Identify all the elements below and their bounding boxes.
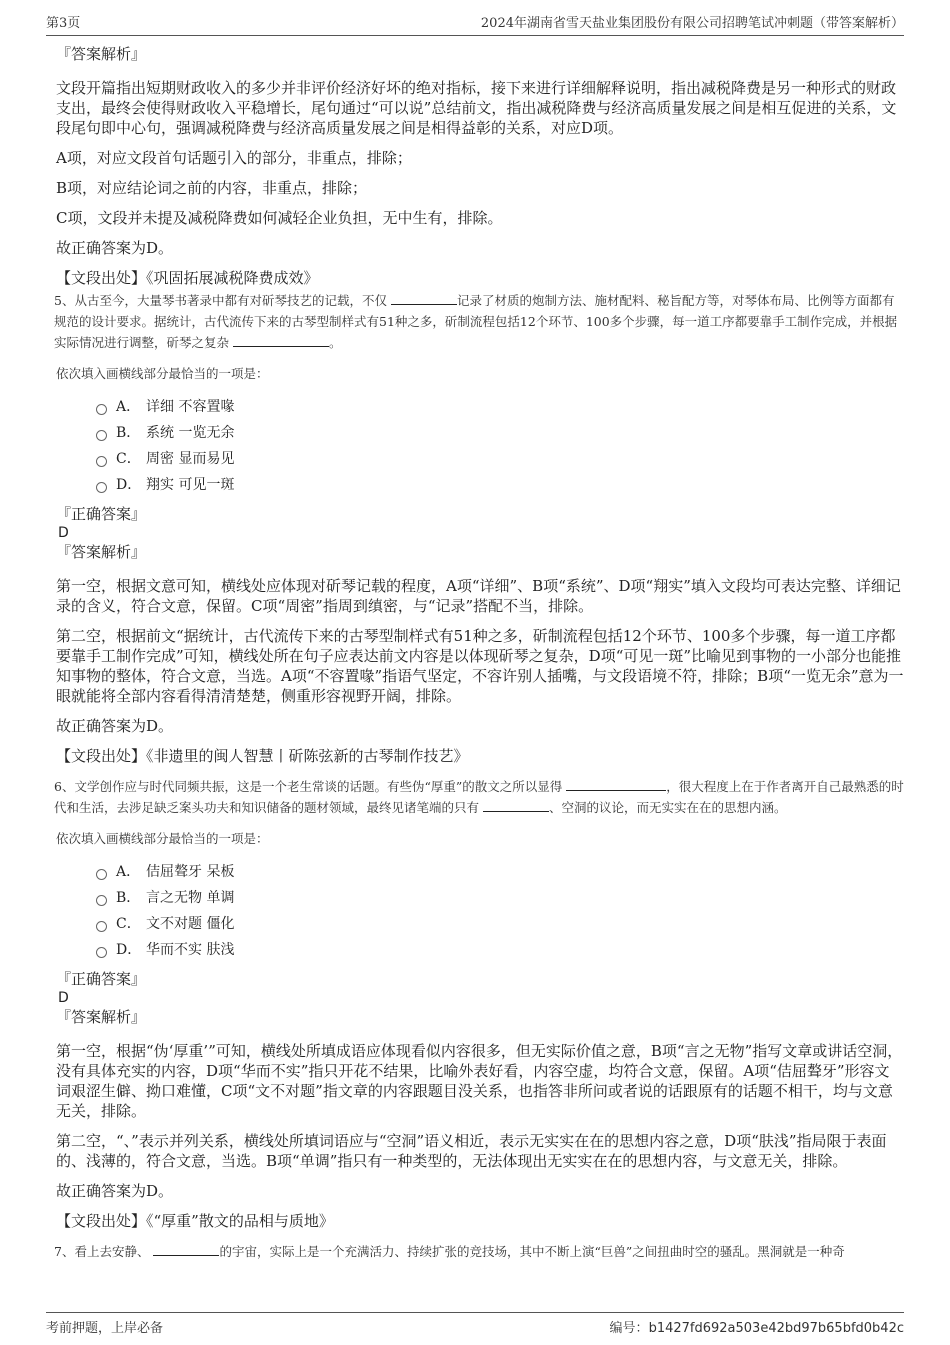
option-text: 佶屈聱牙 呆板 [146,864,235,880]
q6-source: 【文段出处】《“厚重”散文的品相与质地》 [56,1212,334,1230]
radio-icon[interactable] [96,456,107,467]
footer-slogan: 考前押题，上岸必备 [46,1321,164,1336]
q7-stem-part-a: 7、看上去安静、 [54,1244,150,1259]
q7-stem-part-b: 的宇宙，实际上是一个充满活力、持续扩张的竞技场，其中不断上演“巨兽”之间扭曲时空的骚乱。黑洞就是一种奇 [219,1244,845,1259]
q5-option-c[interactable] [96,446,904,472]
q5-option-b[interactable] [96,420,904,446]
option-letter: D． [116,477,142,493]
radio-icon[interactable] [96,895,107,906]
q4-analysis-label: 『答案解析』 [56,45,147,63]
q6-analysis-label: 『答案解析』 [56,1008,147,1026]
footer-id [610,1317,904,1336]
document-title: 2024年湖南省雪天盐业集团股份有限公司招聘笔试冲刺题（带答案解析） [480,16,904,31]
page-footer [46,1312,904,1336]
q6-stem-part-a: 6、文学创作应与时代同频共振，这是一个老生常谈的话题。有些伪“厚重”的散文之所以显得 [54,779,563,794]
q6-prompt: 依次填入画横线部分最恰当的一项是： [56,831,269,846]
option-letter: A． [116,399,141,415]
q4-analysis-p2: A项，对应文段首句话题引入的部分，非重点，排除； [56,149,412,167]
q6-options [96,859,904,963]
q5-option-a[interactable] [96,394,904,420]
q6-answer-line: 故正确答案为D。 [56,1182,174,1200]
q5-options [96,394,904,498]
q7-stem [54,1241,904,1262]
footer-id-code: b1427fd692a503e42bd97b65bfd0b42c [648,1321,904,1336]
option-letter: B． [116,890,141,906]
q7-blank-1 [153,1243,219,1256]
option-letter: C． [116,916,141,932]
q4-source: 【文段出处】《巩固拓展减税降费成效》 [56,269,319,287]
q5-analysis-p1: 第一空，根据文意可知，横线处应体现对斫琴记载的程度，A项“详细”、B项“系统”、D项“翔实”填入文段均可表达完整、详细记录的含义，符合文意，保留。C项“周密”指周到缜密，与“记录”搭配不当，排除。 [56,577,901,615]
q6-correct-answer: D [58,990,69,1006]
option-text: 华而不实 肤浅 [146,942,235,958]
radio-icon[interactable] [96,869,107,880]
page-content [56,44,904,1262]
radio-icon[interactable] [96,404,107,415]
page-number: 第3页 [46,16,81,31]
q5-source: 【文段出处】《非遗里的闽人智慧丨斫陈弦新的古琴制作技艺》 [56,747,469,765]
q5-correct-answer: D [58,525,69,541]
page-header [46,12,904,36]
q5-answer-line: 故正确答案为D。 [56,717,174,735]
option-letter: A． [116,864,141,880]
q6-blank-2 [483,799,549,812]
radio-icon[interactable] [96,947,107,958]
q6-option-c[interactable] [96,911,904,937]
q5-correct-label: 『正确答案』 [56,505,147,523]
option-text: 翔实 可见一斑 [146,477,235,493]
q6-analysis-p1: 第一空，根据“伪‘厚重’”可知，横线处所填成语应体现看似内容很多，但无实际价值之意，B项“言之无物”指写文章或讲话空洞，没有具体充实的内容，D项“华而不实”指只开花不结果，比喻外表好看，内容空虚，均符合文意，保留。A项“佶屈聱牙”形容文词艰涩生僻、拗口难懂，C项“文不对题”指文章的内容跟题目没关系，也指答非所问或者说的话跟原有的话题不相干，均与文意无关，排除。 [56,1042,903,1120]
q5-stem-part-c: 。 [329,335,342,350]
option-text: 详细 不容置喙 [146,399,235,415]
q5-stem-part-b: 记录了材质的炮制方法、施材配料、秘旨配方等，对琴体布局、比例等方面都有规范的设计要求。据统计，古代流传下来的古琴型制样式有51种之多，斫制流程包括12个环节、100多个步骤，每一道工序都要靠手工制作完成，并根据实际情况进行调整，斫琴之复杂 [54,293,898,350]
q6-stem-part-c: 、空洞的议论，而无实实在在的思想内涵。 [549,800,787,815]
q6-stem [54,776,904,818]
q4-analysis-p1: 文段开篇指出短期财政收入的多少并非评价经济好坏的绝对指标，接下来进行详细解释说明，指出减税降费是另一种形式的财政支出，最终会使得财政收入平稳增长，尾句通过“可以说”总结前文，指出减税降费与经济高质量发展之间是相互促进的关系，文段尾句即中心句，强调减税降费与经济高质量发展之间是相得益彰的关系，对应D项。 [56,79,897,137]
footer-id-label: 编号： [609,1321,649,1336]
option-text: 系统 一览无余 [146,425,235,441]
q4-answer-line: 故正确答案为D。 [56,239,174,257]
option-letter: C． [116,451,141,467]
option-text: 周密 显而易见 [146,451,235,467]
radio-icon[interactable] [96,482,107,493]
q5-analysis-p2: 第二空，根据前文“据统计，古代流传下来的古琴型制样式有51种之多，斫制流程包括12个环节、100多个步骤，每一道工序都要靠手工制作完成”可知，横线处所在句子应表达前文内容是以体现斫琴之复杂，D项“可见一斑”比喻见到事物的一小部分也能推知事物的整体，符合文意，当选。A项“不容置喙”指语气坚定，不容许别人插嘴，与文段语境不符，排除；B项“一览无余”意为一眼就能将全部内容看得清清楚楚，侧重形容视野开阔，排除。 [56,627,904,705]
q5-stem [54,290,904,353]
q5-option-d[interactable] [96,472,904,498]
q6-blank-1 [566,778,666,791]
q5-prompt: 依次填入画横线部分最恰当的一项是： [56,366,269,381]
option-text: 文不对题 僵化 [146,916,235,932]
radio-icon[interactable] [96,921,107,932]
q6-option-d[interactable] [96,937,904,963]
q6-option-b[interactable] [96,885,904,911]
q5-stem-part-a: 5、从古至今，大量琴书著录中都有对斫琴技艺的记载，不仅 [54,293,387,308]
option-letter: D． [116,942,142,958]
q5-blank-1 [391,292,457,305]
q5-blank-2 [233,334,329,347]
option-letter: B． [116,425,141,441]
option-text: 言之无物 单调 [146,890,235,906]
radio-icon[interactable] [96,430,107,441]
q6-option-a[interactable] [96,859,904,885]
q6-analysis-p2: 第二空，“、”表示并列关系，横线处所填词语应与“空洞”语义相近，表示无实实在在的思想内容之意，D项“肤浅”指局限于表面的、浅薄的，符合文意，当选。B项“单调”指只有一种类型的，无法体现出无实实在在的思想内容，与文意无关，排除。 [56,1132,887,1170]
q4-analysis-p4: C项，文段并未提及减税降费如何减轻企业负担，无中生有，排除。 [56,209,503,227]
q6-correct-label: 『正确答案』 [56,970,147,988]
q6-stem-part-b: ，很大程度上在于作者离开自己最熟悉的时代和生活，去涉足缺乏案头功夫和知识储备的题材领域，最终见诸笔端的只有 [54,779,904,815]
q5-analysis-label: 『答案解析』 [56,543,147,561]
q4-analysis-p3: B项，对应结论词之前的内容，非重点，排除； [56,179,368,197]
